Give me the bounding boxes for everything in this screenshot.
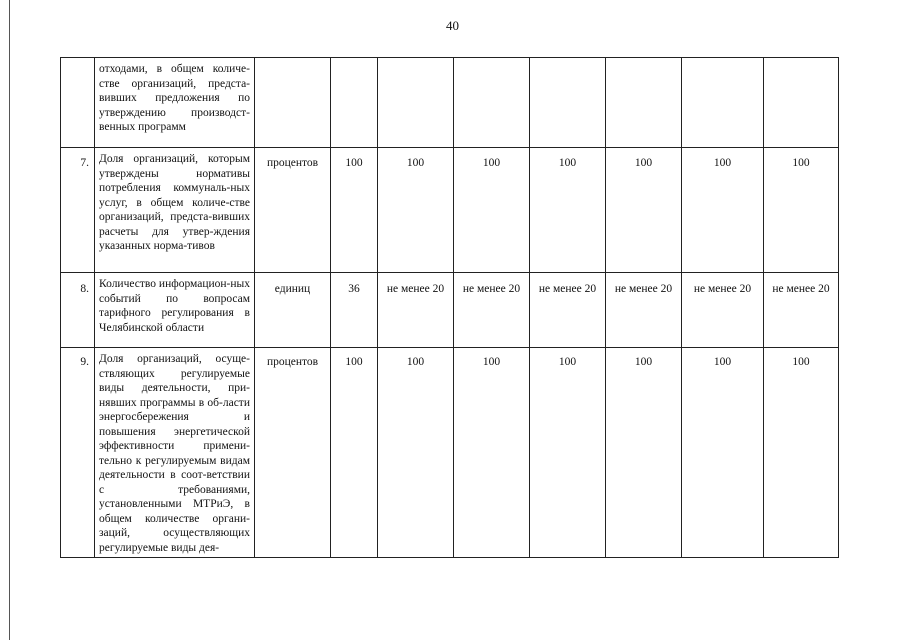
value-cell: 100 <box>454 148 530 273</box>
table-row <box>61 148 839 273</box>
value-cell: 100 <box>606 148 682 273</box>
value-cell: не менее 20 <box>682 273 764 348</box>
row-number: 7. <box>61 148 95 273</box>
table-row <box>61 58 839 148</box>
value-cell <box>378 58 454 148</box>
value-cell <box>331 58 378 148</box>
value-cell: 100 <box>764 148 839 273</box>
value-cell: 100 <box>378 348 454 558</box>
value-cell: не менее 20 <box>378 273 454 348</box>
value-cell: не менее 20 <box>454 273 530 348</box>
table-row <box>61 273 839 348</box>
row-number: 8. <box>61 273 95 348</box>
value-cell: 100 <box>331 148 378 273</box>
value-cell <box>530 58 606 148</box>
row-number: 9. <box>61 348 95 558</box>
value-cell: 100 <box>378 148 454 273</box>
indicator-name: Доля организаций, которым утверждены нормативы потребления коммуналь-ных услуг, в общем количе-стве организаций, предста-вивших расчеты для утвер-ждения указанных норма-тивов <box>95 148 255 273</box>
value-cell: 100 <box>682 348 764 558</box>
value-cell <box>682 58 764 148</box>
value-cell <box>454 58 530 148</box>
value-cell: 100 <box>764 348 839 558</box>
value-cell: 100 <box>530 148 606 273</box>
unit-cell: единиц <box>255 273 331 348</box>
unit-cell <box>255 58 331 148</box>
value-cell: не менее 20 <box>606 273 682 348</box>
indicator-name: Количество информацион-ных событий по вопросам тарифного регулирования в Челябинской области <box>95 273 255 348</box>
value-cell: не менее 20 <box>764 273 839 348</box>
indicator-name: Доля организаций, осуще-ствляющих регулируемые виды деятельности, при-нявших программы в об-ласти энергосбережения и повышения энергетической эффективности примени-тельно к регулируемым видам деятельности в соот-ветствии с требованиями, установленными МТРиЭ, в общем количестве органи-заций, осуществляющих регулируемые виды дея- <box>95 348 255 558</box>
row-number <box>61 58 95 148</box>
unit-cell: процентов <box>255 348 331 558</box>
indicator-name: отходами, в общем количе-стве организаций, предста-вивших предложения по утверждению производст-венных программ <box>95 58 255 148</box>
value-cell: 100 <box>454 348 530 558</box>
table-row <box>61 348 839 558</box>
value-cell: 100 <box>606 348 682 558</box>
value-cell: 100 <box>530 348 606 558</box>
value-cell <box>764 58 839 148</box>
value-cell: не менее 20 <box>530 273 606 348</box>
page-margin-line <box>9 0 10 640</box>
page-number: 40 <box>446 18 459 33</box>
value-cell <box>606 58 682 148</box>
value-cell: 36 <box>331 273 378 348</box>
value-cell: 100 <box>682 148 764 273</box>
value-cell: 100 <box>331 348 378 558</box>
unit-cell: процентов <box>255 148 331 273</box>
indicators-table <box>60 57 839 558</box>
